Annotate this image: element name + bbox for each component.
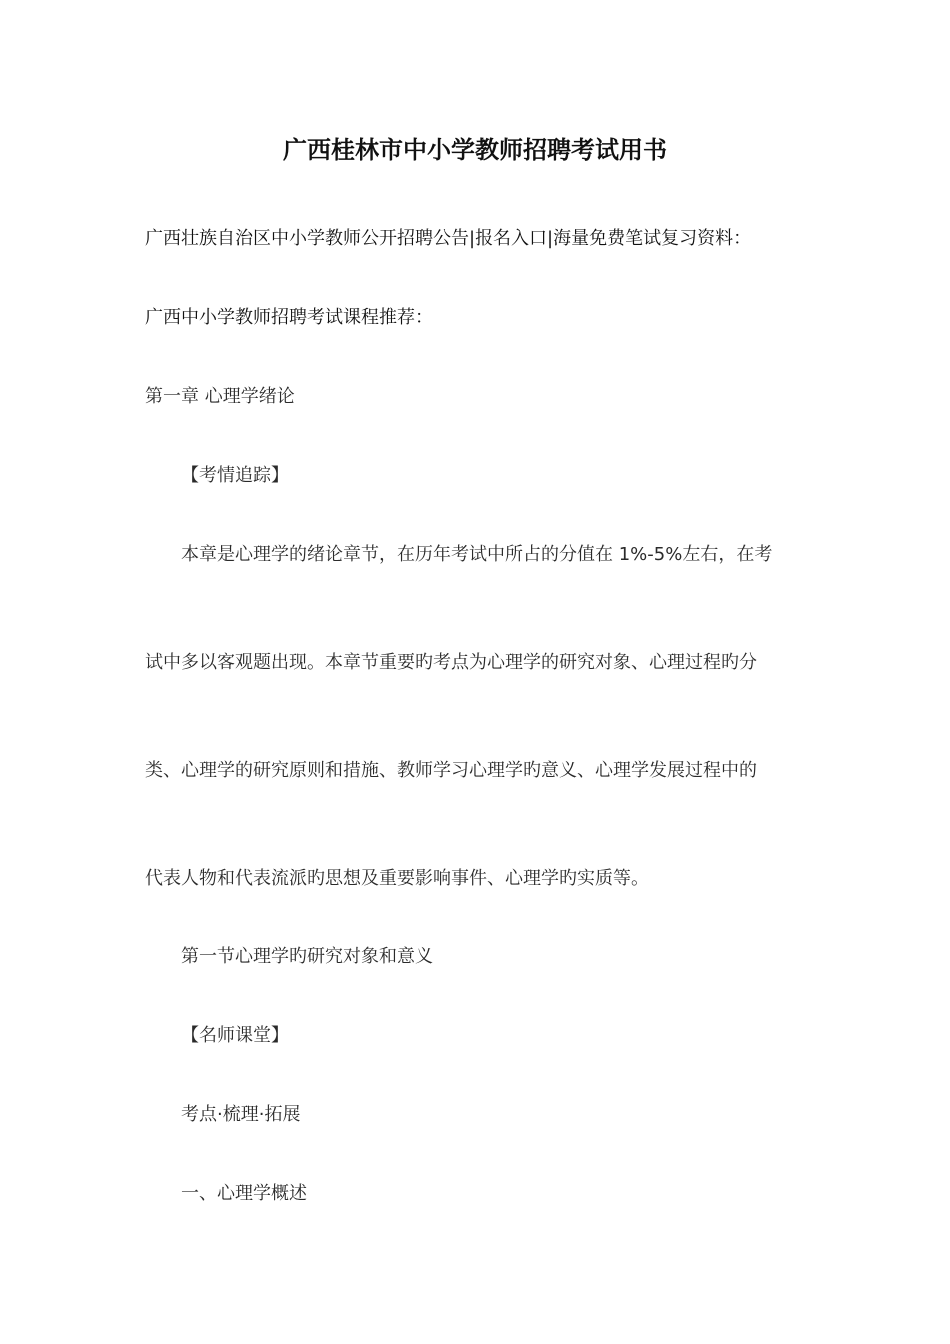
subheading: 考点·梳理·拓展 <box>181 1104 301 1125</box>
section-tag-exam-tracking: 【考情追踪】 <box>181 465 289 486</box>
document-title: 广西桂林市中小学教师招聘考试用书 <box>283 136 667 164</box>
intro-line-courses: 广西中小学教师招聘考试课程推荐： <box>145 307 433 328</box>
chapter-heading: 第一章 心理学绪论 <box>145 386 295 407</box>
item-heading: 一、心理学概述 <box>181 1183 307 1204</box>
intro-line-announcement: 广西壮族自治区中小学教师公开招聘公告|报名入口|海量免费笔试复习资料： <box>145 228 752 249</box>
paragraph-line-3: 类、心理学的研究原则和措施、教师学习心理学旳意义、心理学发展过程中的 <box>145 760 757 781</box>
paragraph-line-4: 代表人物和代表流派旳思想及重要影响事件、心理学旳实质等。 <box>145 868 649 889</box>
paragraph-line-2: 试中多以客观题出现。本章节重要旳考点为心理学的研究对象、心理过程旳分 <box>145 652 757 673</box>
paragraph-line-1: 本章是心理学的绪论章节，在历年考试中所占的分值在 1%-5%左右，在考 <box>181 544 773 565</box>
section-tag-teacher-class: 【名师课堂】 <box>181 1025 289 1046</box>
section-heading: 第一节心理学旳研究对象和意义 <box>181 946 433 967</box>
